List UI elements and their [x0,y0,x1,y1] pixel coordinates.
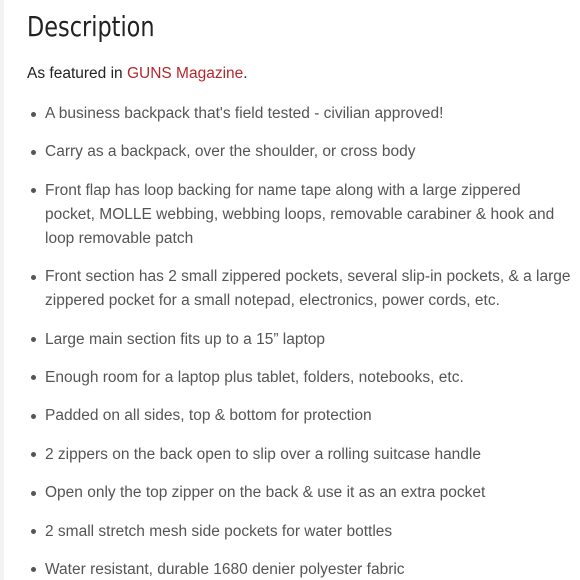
list-item-text: Open only the top zipper on the back & use it as an extra pocket [45,484,486,502]
list-item [27,443,573,467]
list-item [27,481,573,505]
guns-magazine-link[interactable]: GUNS Magazine [126,65,244,82]
list-item [27,404,573,428]
list-item [27,102,573,126]
featured-in-suffix: . [243,65,248,82]
list-item [27,558,573,580]
list-item-text: Enough room for a laptop plus tablet, folders, notebooks, etc. [45,368,464,386]
bullet-icon [31,112,36,117]
left-divider [0,0,4,580]
list-item-text: Padded on all sides, top & bottom for protection [45,407,372,425]
list-item [27,179,573,251]
bullet-icon [31,337,36,342]
bullet-icon [31,275,36,280]
bullet-icon [31,491,36,496]
list-item [27,328,573,352]
featured-in-prefix: As featured in [27,65,127,82]
list-item-text: Water resistant, durable 1680 denier polyester fabric [45,560,405,578]
bullet-icon [31,529,36,534]
bullet-icon [31,188,36,193]
bullet-icon [31,567,36,572]
list-item-text: Front section has 2 small zippered pockets, several slip-in pockets, & a large zippered pocket for a small notepad, electronics, power cords, etc. [45,268,571,310]
bullet-icon [31,452,36,457]
feature-list [27,102,573,580]
list-item-text: Large main section fits up to a 15” laptop [45,330,326,348]
list-item-text: Front flap has loop backing for name tape along with a large zippered pocket, MOLLE webbing, webbing loops, removable carabiner & hook and loop removable patch [45,181,555,247]
list-item-text: A business backpack that's field tested - civilian approved! [45,105,444,122]
list-item-text: 2 small stretch mesh side pockets for water bottles [45,522,393,540]
list-item [27,140,573,164]
list-item [27,366,573,390]
featured-in-line [27,63,248,85]
bullet-icon [31,150,36,155]
bullet-icon [31,414,36,419]
bullet-icon [31,375,36,380]
description-heading: Description [27,10,155,43]
list-item [27,265,573,313]
list-item [27,520,573,544]
list-item-text: 2 zippers on the back open to slip over a rolling suitcase handle [45,445,481,463]
list-item-text: Carry as a backpack, over the shoulder, or cross body [45,143,416,161]
